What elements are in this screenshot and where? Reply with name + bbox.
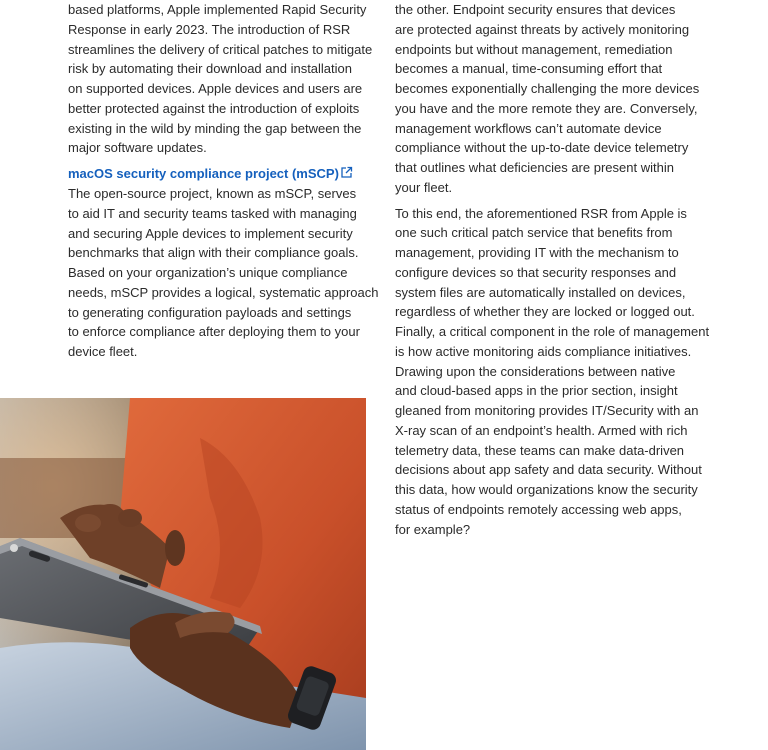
text-line: on supported devices. Apple devices and users are	[68, 81, 363, 96]
text-line: better protected against the introduction of exploits	[68, 100, 360, 116]
text-line: risk by automating their download and installation	[68, 61, 353, 77]
text-line: needs, mSCP provides a logical, systematic approach	[68, 284, 379, 300]
text-line: to generating configuration payloads and settings	[68, 304, 352, 320]
text-line: decisions about app safety and data security. Without	[395, 462, 702, 478]
text-line: management workflows can’t automate device	[395, 120, 662, 136]
text-line: and cloud-based apps in the prior section, insight	[395, 383, 678, 399]
left-column	[68, 0, 378, 362]
text-line: the other. Endpoint security ensures that devices	[395, 2, 676, 17]
text-line: The open-source project, known as mSCP, serves	[68, 186, 357, 201]
text-line: Based on your organization’s unique compliance	[68, 265, 348, 280]
text-line: benchmarks that align with their compliance goals.	[68, 245, 359, 261]
text-line: to enforce compliance after deploying them to your	[68, 324, 360, 340]
text-line: device fleet.	[68, 344, 138, 359]
text-line: one such critical patch service that benefits from	[395, 225, 673, 241]
text-line: status of endpoints remotely accessing web apps,	[395, 501, 682, 517]
text-line: and securing Apple devices to implement security	[68, 225, 353, 241]
text-line: regardless of whether they are locked or logged out.	[395, 304, 695, 320]
text-line: Drawing upon the considerations between native	[395, 363, 676, 379]
text-line: Response in early 2023. The introduction of RSR	[68, 21, 351, 37]
text-line: that outlines what deficiencies are present within	[395, 160, 674, 175]
text-line: compliance without the up-to-date device telemetry	[395, 140, 689, 156]
text-line: telemetry data, these teams can make data-driven	[395, 442, 685, 458]
right-paragraph-endpoint-security	[395, 0, 715, 198]
external-link-icon[interactable]	[340, 166, 353, 179]
text-line: streamlines the delivery of critical patches to mitigate	[68, 41, 373, 57]
photo-person-holding-tablet	[0, 398, 366, 750]
left-paragraph-mscp	[68, 184, 378, 362]
mscp-link-heading[interactable]	[68, 164, 378, 184]
text-line: major software updates.	[68, 140, 207, 156]
mscp-link-label[interactable]: macOS security compliance project (mSCP)	[68, 166, 339, 181]
text-line: you have and the more remote they are. Conversely,	[395, 100, 698, 116]
text-line: endpoints but without management, remediation	[395, 41, 673, 57]
text-line: are protected against threats by actively monitoring	[395, 21, 690, 37]
text-line: this data, how would organizations know the security	[395, 482, 698, 497]
text-line: to aid IT and security teams tasked with managing	[68, 205, 357, 221]
text-line: based platforms, Apple implemented Rapid Security	[68, 2, 367, 17]
right-column	[395, 0, 715, 539]
tablet-photo-illustration	[0, 398, 366, 750]
text-line: your fleet.	[395, 179, 453, 195]
text-line: is how active monitoring aids compliance initiatives.	[395, 343, 692, 359]
text-line: To this end, the aforementioned RSR from Apple is	[395, 205, 687, 221]
text-line: Finally, a critical component in the role of management	[395, 324, 710, 339]
right-paragraph-rsr-management	[395, 204, 715, 540]
text-line: X-ray scan of an endpoint’s health. Armed with rich	[395, 422, 688, 438]
text-line: configure devices so that security responses and	[395, 264, 677, 280]
text-line: management, providing IT with the mechanism to	[395, 245, 679, 260]
text-line: for example?	[395, 521, 471, 537]
text-line: gleaned from monitoring provides IT/Security with an	[395, 403, 699, 418]
text-line: existing in the wild by minding the gap between the	[68, 120, 362, 136]
text-line: becomes exponentially challenging the more devices	[395, 81, 700, 96]
text-line: system files are automatically installed on devices,	[395, 284, 686, 300]
text-line: becomes a manual, time-consuming effort that	[395, 61, 663, 77]
left-paragraph-rsr	[68, 0, 378, 158]
